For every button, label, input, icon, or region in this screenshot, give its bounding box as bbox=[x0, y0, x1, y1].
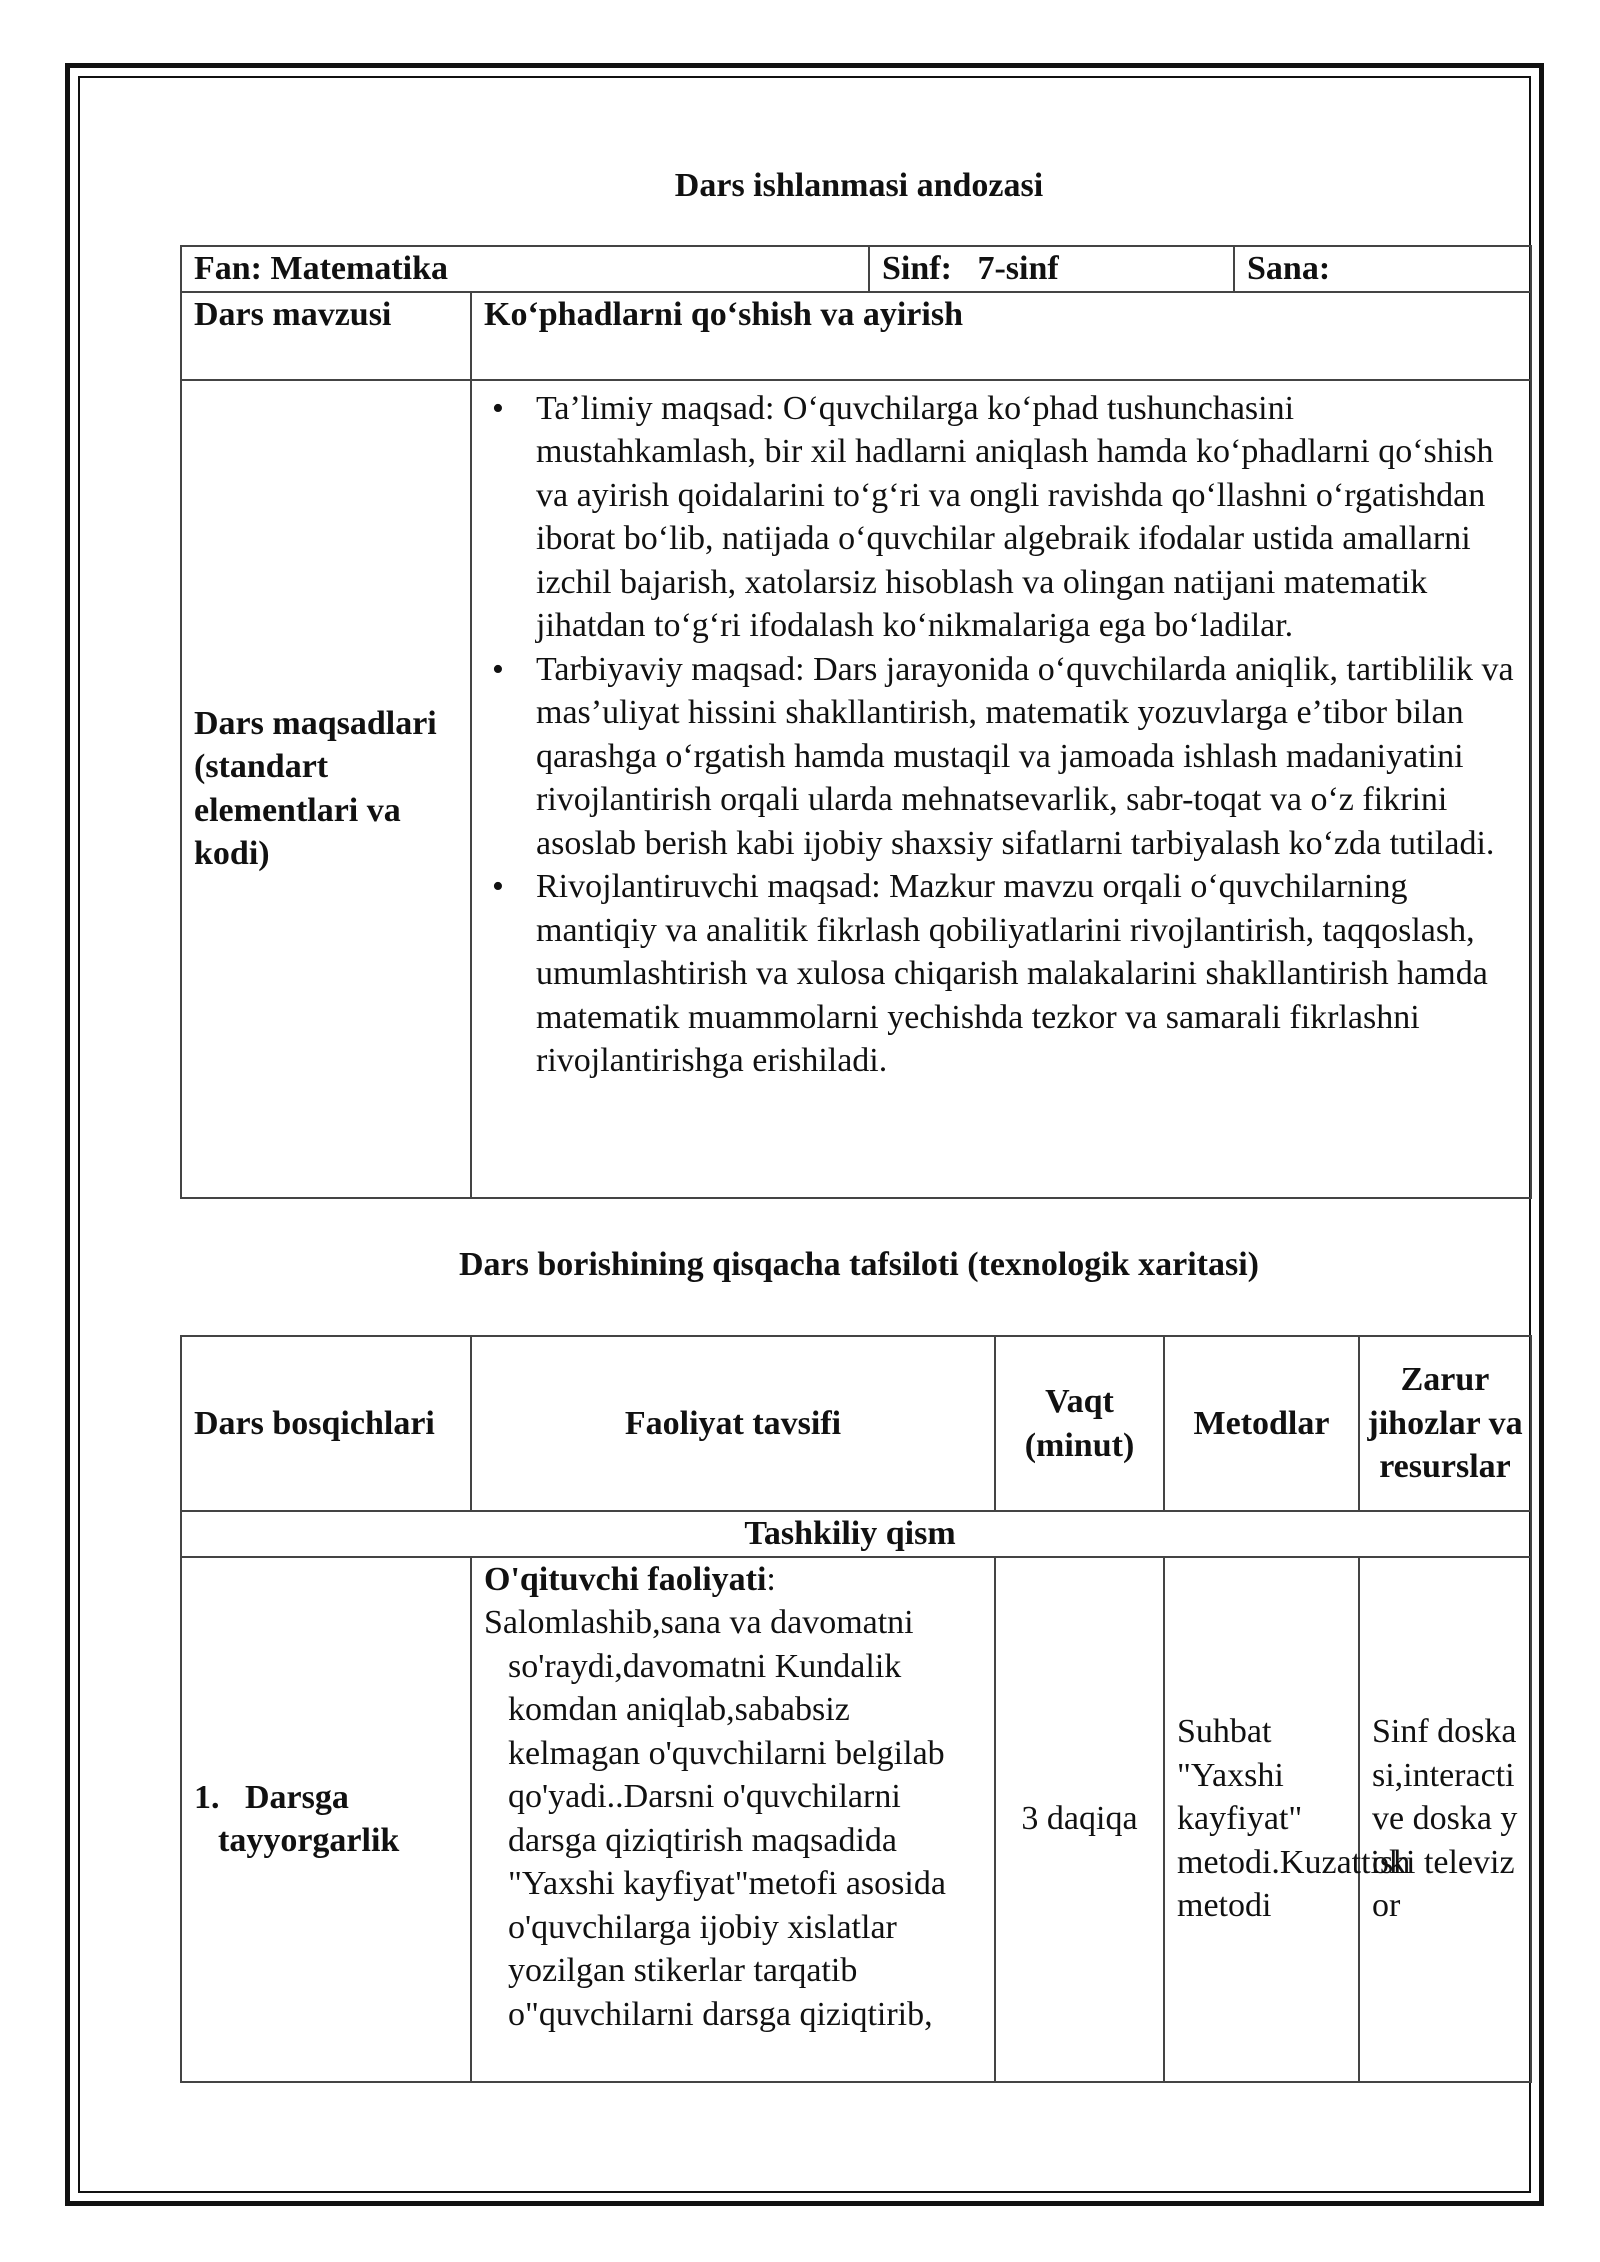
resources-cell: Sinf doskasi,interactive doska yoki televizor bbox=[1359, 1557, 1531, 2082]
topic-row bbox=[181, 292, 1531, 380]
table-row bbox=[181, 1557, 1531, 2082]
date-cell: Sana: bbox=[1234, 246, 1531, 292]
goals-list bbox=[484, 387, 1518, 1083]
activity-heading-line bbox=[484, 1558, 982, 1602]
activity-text: Salomlashib,sana va davomatni so'raydi,davomatni Kundalik komdan aniqlab,sababsiz kelmagan o'quvchilarni belgilab qo'yadi..Darsni o'quvchilarni darsga qiziqtirish maqsadida "Yaxshi kayfiyat"metofi asosida o'quvchilarga ijobiy xislatlar yozilgan stikerlar tarqatib o"quvchilarni darsga qiziqtirib, bbox=[484, 1604, 946, 2033]
goal-upbringing: • Tarbiyaviy maqsad: Dars jarayonida oʻquvchilarda aniqlik, tartiblilik va masʼuliyat hissini shakllantirish, matematik yozuvlarga eʼtibor bilan qarashga oʻrgatish hamda mustaqil va jamoada ishlash madaniyatini rivojlantirish orqali ularda mehnatsevarlik, sabr-toqat va oʻz fikrini asoslab berish kabi ijobiy shaxsiy sifatlarni tarbiyalash koʻzda tutiladi. bbox=[536, 648, 1518, 866]
header-resources: Zarur jihozlar va resurslar bbox=[1359, 1336, 1531, 1511]
section-row bbox=[181, 1511, 1531, 1557]
info-row bbox=[181, 246, 1531, 292]
lesson-info-table bbox=[180, 245, 1532, 1199]
topic-label: Dars mavzusi bbox=[181, 292, 471, 380]
methods-cell: Suhbat "Yaxshi kayfiyat" metodi.Kuzattish metodi bbox=[1164, 1557, 1359, 2082]
technology-map-table bbox=[180, 1335, 1532, 2083]
activity-colon: : bbox=[766, 1560, 776, 1598]
section-row-label: Tashkiliy qism bbox=[181, 1511, 1531, 1557]
section-title: Dars borishining qisqacha tafsiloti (texnologik xaritasi) bbox=[458, 1246, 1259, 1283]
grade-label: Sinf: bbox=[882, 250, 952, 287]
page-title: Dars ishlanmasi andozasi bbox=[674, 167, 1044, 204]
topic-value: Koʻphadlarni qoʻshish va ayirish bbox=[471, 292, 1531, 380]
goals-label: Dars maqsadlari (standart elementlari va kodi) bbox=[181, 380, 471, 1198]
goal-developmental: • Rivojlantiruvchi maqsad: Mazkur mavzu orqali oʻquvchilarning mantiqiy va analitik fikrlash qobiliyatlarini rivojlantirish, taqqoslash, umumlashtirish va xulosa chiqarish malakalarini shakllantirish hamda matematik muammolarni yechishda tezkor va samarali fikrlashni rivojlantirishga erishiladi. bbox=[536, 865, 1518, 1083]
grade-cell bbox=[869, 246, 1234, 292]
stage-name: Darsga tayyorgarlik bbox=[218, 1778, 400, 1859]
activity-heading: O'qituvchi faoliyati bbox=[484, 1560, 767, 1598]
header-row bbox=[181, 1336, 1531, 1511]
header-methods: Metodlar bbox=[1164, 1336, 1359, 1511]
stage-item bbox=[194, 1776, 458, 1863]
time-cell: 3 daqiqa bbox=[995, 1557, 1164, 2082]
goals-row bbox=[181, 380, 1531, 1198]
header-stages: Dars bosqichlari bbox=[181, 1336, 471, 1511]
activity-cell bbox=[471, 1557, 995, 2082]
header-activity: Faoliyat tavsifi bbox=[471, 1336, 995, 1511]
goal-educational: • Taʼlimiy maqsad: Oʻquvchilarga koʻphad tushunchasini mustahkamlash, bir xil hadlarni aniqlash hamda koʻphadlarni qoʻshish va ayirish qoidalarini toʻgʻri va ongli ravishda qoʻllashni oʻrgatishdan iborat boʻlib, natijada oʻquvchilar algebraik ifodalar ustida amallarni izchil bajarish, xatolarsiz hisoblash va olingan natijani matematik jihatdan toʻgʻri ifodalash koʻnikmalariga ega boʻladilar. bbox=[536, 387, 1518, 648]
header-time: Vaqt (minut) bbox=[995, 1336, 1164, 1511]
stage-cell bbox=[181, 1557, 471, 2082]
grade-value: 7-sinf bbox=[977, 250, 1059, 287]
subject-cell: Fan: Matematika bbox=[181, 246, 869, 292]
stage-number: 1. bbox=[194, 1778, 220, 1816]
goals-cell bbox=[471, 380, 1531, 1198]
